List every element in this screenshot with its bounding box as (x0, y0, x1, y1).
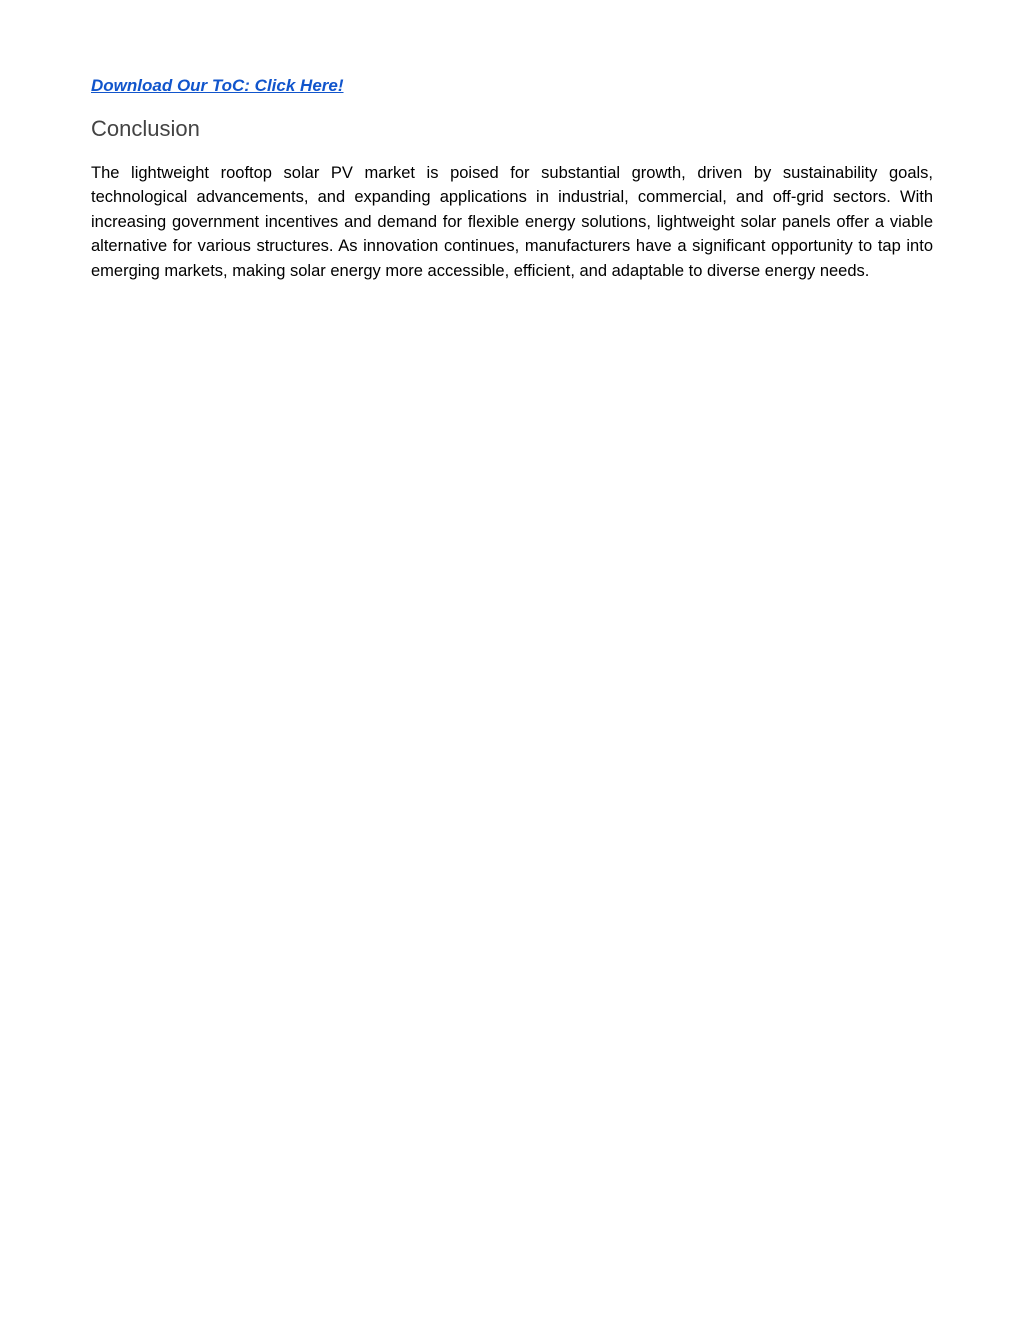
download-toc-link[interactable]: Download Our ToC: Click Here! (91, 76, 344, 95)
conclusion-heading: Conclusion (91, 116, 200, 141)
conclusion-paragraph: The lightweight rooftop solar PV market is poised for substantial growth, driven by sustainability goals, technological advancements, and expanding applications in industrial, commercial, and off-grid sectors. With increasing government incentives and demand for flexible energy solutions, lightweight solar panels offer a viable alternative for various structures. As innovation continues, manufacturers have a significant opportunity to tap into emerging markets, making solar energy more accessible, efficient, and adaptable to diverse energy needs. (91, 164, 933, 280)
page-content (91, 74, 933, 283)
